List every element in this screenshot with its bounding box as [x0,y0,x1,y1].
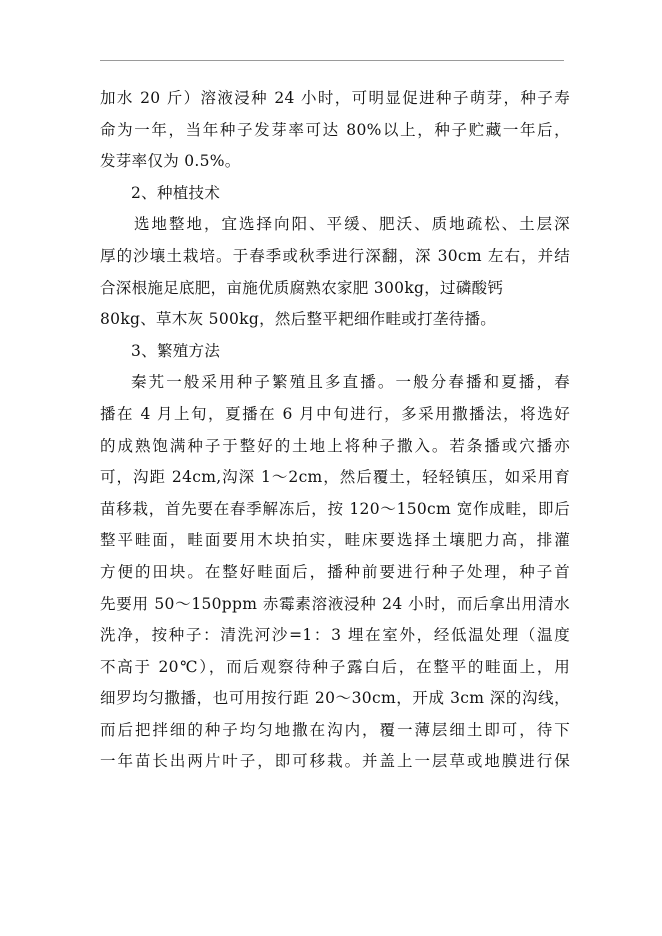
text-line: 加水 20 斤）溶液浸种 24 小时，可明显促进种子萌芽，种子寿 [100,89,570,107]
text-line: 苗移栽，首先要在春季解冻后，按 120～150cm 宽作成畦，即后 [100,499,570,518]
text-line: 命为一年，当年种子发芽率可达 80%以上，种子贮藏一年后， [100,120,570,139]
text-line: 整平畦面，畦面要用木块拍实，畦床要选择土壤肥力高，排灌 [100,531,570,550]
text-line: 洗净，按种子：清洗河沙=1：3 埋在室外，经低温处理（温度 [100,626,570,645]
text-line: 厚的沙壤土栽培。于春季或秋季进行深翻，深 30cm 左右，并结 [100,246,570,265]
text-line: 细罗均匀撒播，也可用按行距 20～30cm，开成 3cm 深的沟线， [100,689,570,708]
text-line: 选地整地，宜选择向阳、平缓、肥沃、质地疏松、土层深 [134,215,570,234]
header-rule [100,60,564,61]
text-line: 不高于 20℃），而后观察待种子露白后，在整平的畦面上，用 [100,657,570,676]
paragraph-planting [100,209,570,335]
text-line: 一年苗长出两片叶子，即可移栽。并盖上一层草或地膜进行保 [100,752,570,771]
paragraph-propagation [100,367,570,778]
text-line: 先要用 50～150ppm 赤霉素溶液浸种 24 小时，而后拿出用清水 [100,594,570,613]
section-heading-planting: 2、种植技术 [131,183,221,202]
text-line: 可，沟距 24cm,沟深 1～2cm，然后覆土，轻轻镇压，如采用育 [100,468,570,487]
paragraph-germination [100,83,570,178]
text-line: 而后把拌细的种子均匀地撒在沟内，覆一薄层细土即可，待下 [100,720,570,739]
text-line: 合深根施足底肥，亩施优质腐熟农家肥 300kg，过磷酸钙 [100,278,504,297]
text-line: 80kg、草木灰 500kg，然后整平耙细作畦或打垄待播。 [100,310,497,329]
text-line: 发芽率仅为 0.5%。 [100,152,241,171]
text-line: 方便的田块。在整好畦面后，播种前要进行种子处理，种子首 [100,562,570,581]
section-heading-propagation: 3、繁殖方法 [131,341,221,360]
document-body [100,83,570,778]
text-line: 的成熟饱满种子于整好的土地上将种子撒入。若条播或穴播亦 [100,436,570,455]
text-line: 播在 4 月上旬，夏播在 6 月中旬进行，多采用撒播法，将选好 [100,404,570,423]
text-line: 秦艽一般采用种子繁殖且多直播。一般分春播和夏播，春 [131,373,570,392]
